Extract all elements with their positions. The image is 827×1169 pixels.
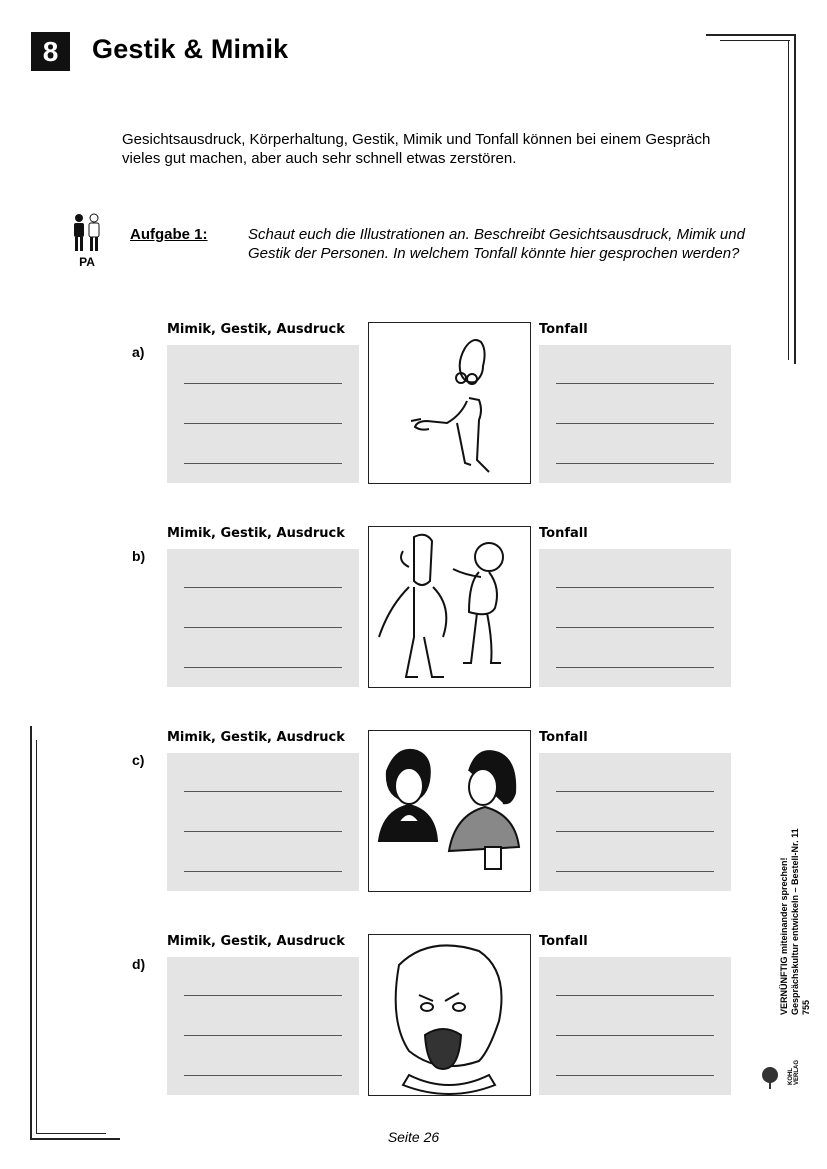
answer-box-expression[interactable] — [167, 957, 359, 1095]
intro-text: Gesichtsausdruck, Körperhaltung, Gestik, Mimik und Tonfall können bei einem Gespräch vieles gut machen, aber auch sehr schnell etwas zerstören. — [122, 131, 711, 167]
answer-box-expression[interactable] — [167, 753, 359, 891]
illustration-arguing-couple — [368, 526, 531, 688]
answer-box-tone[interactable] — [539, 345, 731, 483]
column-head-expression: Mimik, Gestik, Ausdruck — [167, 934, 345, 949]
pair-work-label: PA — [79, 255, 95, 269]
row-letter: b) — [132, 548, 146, 564]
answer-box-tone[interactable] — [539, 549, 731, 687]
task-label: Aufgabe 1: — [130, 226, 208, 243]
row-letter: a) — [132, 344, 145, 360]
column-head-expression: Mimik, Gestik, Ausdruck — [167, 730, 345, 745]
column-head-tone: Tonfall — [539, 322, 588, 337]
page-number: Seite 26 — [387, 1129, 440, 1145]
column-head-expression: Mimik, Gestik, Ausdruck — [167, 322, 345, 337]
answer-box-tone[interactable] — [539, 753, 731, 891]
chapter-number: 8 — [31, 32, 70, 71]
row-letter: c) — [132, 752, 145, 768]
answer-box-expression[interactable] — [167, 345, 359, 483]
sidebar-book-info — [779, 815, 812, 1015]
answer-box-expression[interactable] — [167, 549, 359, 687]
answer-box-tone[interactable] — [539, 957, 731, 1095]
page-title: Gestik & Mimik — [92, 34, 289, 64]
column-head-tone: Tonfall — [539, 730, 588, 745]
sidebar-line-2: Gesprächskultur entwickeln – Bestell-Nr. 11 755 — [790, 828, 811, 1015]
task-text: Schaut euch die Illustrationen an. Beschreibt Gesichtsausdruck, Mimik und Gestik der Personen. In welchem Tonfall könnte hier gesprochen werden? — [248, 226, 745, 262]
illustration-shouting-woman — [368, 934, 531, 1096]
column-head-expression: Mimik, Gestik, Ausdruck — [167, 526, 345, 541]
row-letter: d) — [132, 956, 146, 972]
publisher-name: KOHL VERLAG — [788, 1059, 800, 1085]
pair-work-icon — [68, 212, 104, 254]
illustration-pointing-man — [368, 322, 531, 484]
column-head-tone: Tonfall — [539, 526, 588, 541]
sidebar-line-1: VERNÜNFTIG miteinander sprechen! — [779, 857, 789, 1015]
illustration-two-girls — [368, 730, 531, 892]
column-head-tone: Tonfall — [539, 934, 588, 949]
